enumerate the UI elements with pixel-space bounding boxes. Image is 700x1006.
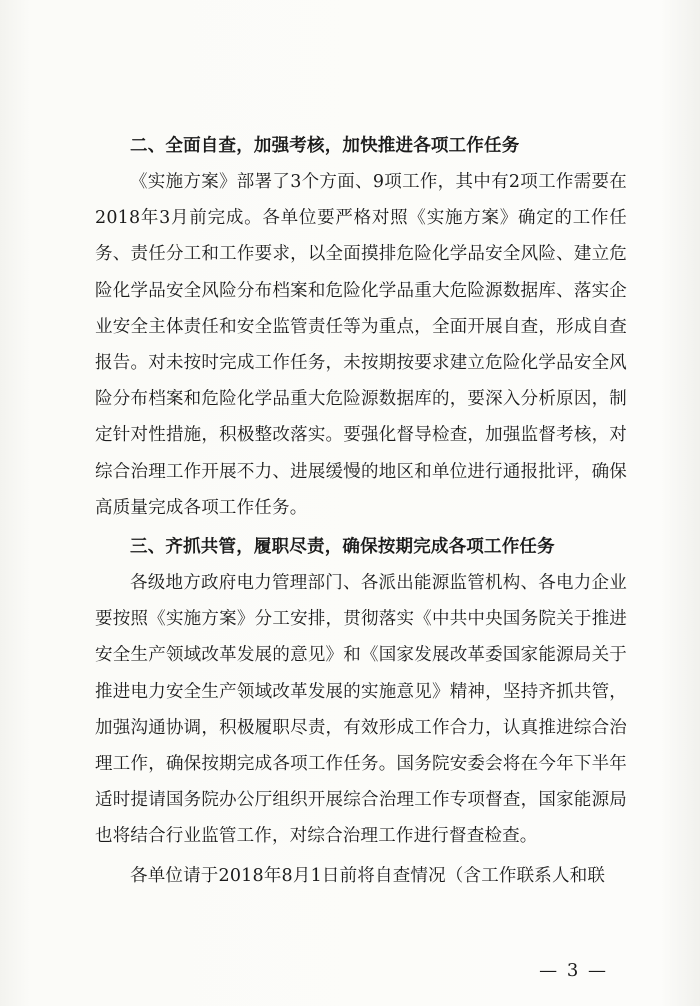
document-body	[95, 128, 627, 894]
section-2-paragraph: 《实施方案》部署了3个方面、9项工作，其中有2项工作需要在2018年3月前完成。各单位要严格对照《实施方案》确定的工作任务、责任分工和工作要求，以全面摸排危险化学品安全风险、建立危险化学品安全风险分布档案和危险化学品重大危险源数据库、落实企业安全主体责任和安全监管责任等为重点，全面开展自查，形成自查报告。对未按时完成工作任务，未按期按要求建立危险化学品安全风险分布档案和危险化学品重大危险源数据库的，要深入分析原因，制定针对性措施，积极整改落实。要强化督导检查，加强监督考核，对综合治理工作开展不力、进展缓慢的地区和单位进行通报批评，确保高质量完成各项工作任务。	[95, 172, 627, 518]
section-2-heading: 二、全面自查，加强考核，加快推进各项工作任务	[130, 136, 520, 156]
closing-paragraph: 各单位请于2018年8月1日前将自查情况（含工作联系人和联	[130, 865, 606, 886]
section-3-heading: 三、齐抓共管，履职尽责，确保按期完成各项工作任务	[130, 537, 555, 558]
page-number: — 3 —	[539, 960, 608, 981]
section-3-paragraph: 各级地方政府电力管理部门、各派出能源监管机构、各电力企业要按照《实施方案》分工安排，贯彻落实《中共中央国务院关于推进安全生产领域改革发展的意见》和《国家发展改革委国家能源局关于推进电力安全生产领域改革发展的实施意见》精神，坚持齐抓共管，加强沟通协调，积极履职尽责，有效形成工作合力，认真推进综合治理工作，确保按期完成各项工作任务。国务院安委会将在今年下半年适时提请国务院办公厅组织开展综合治理工作专项督查，国家能源局也将结合行业监管工作，对综合治理工作进行督查检查。	[95, 573, 627, 847]
